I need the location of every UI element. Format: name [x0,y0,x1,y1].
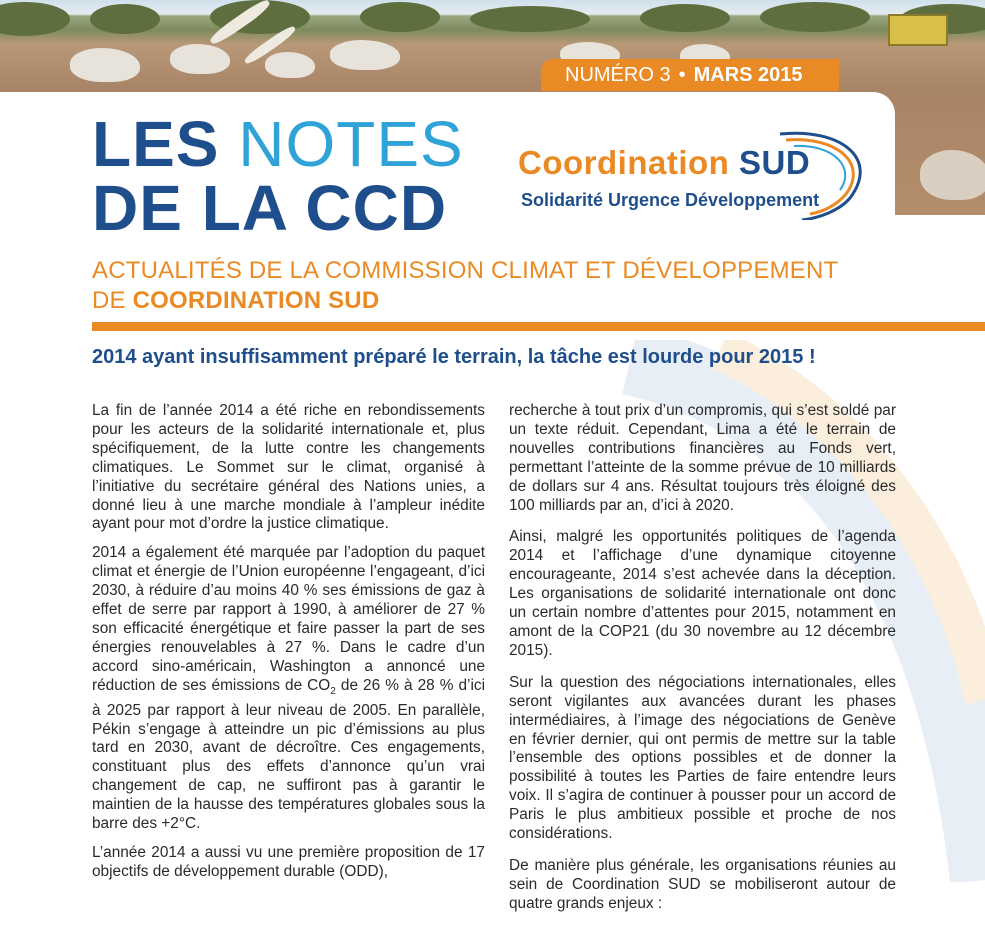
paragraph-text: 2014 a également été marquée par l’adoption du paquet climat et énergie de l’Union européenne l’engageant, d’ici 2030, à réduire d’au moins 40 % ses émissions de gaz à effet de serre par rapport à 1990, à améliorer de 27 % son efficacité énergétique et faire passer la part de ses énergies renouvelables à 27 %. Dans le cadre d’un accord sino-américain, Washington a annoncé une réduction de ses émissions de CO [92,544,485,694]
paragraph: recherche à tout prix d’un compromis, qui s’est soldé par un texte réduit. Cependant, Lima a été le terrain de nouvelles contributions financières au Fonds vert, permettant l’atteinte de la somme prévue de 10 milliards de dollars sur 4 ans. Résultat toujours très éloigné des 100 milliards par an, d’ici à 2020. [509,402,896,514]
issue-separator: • [678,64,686,86]
article-column-left [92,402,485,892]
subtitle-de: DE [92,287,133,314]
subtitle-line1: ACTUALITÉS DE LA COMMISSION CLIMAT ET DÉVELOPPEMENT [92,257,839,284]
paragraph: Ainsi, malgré les opportunités politiques de l’agenda 2014 et l’affichage d’une dynamique citoyenne encourageante, 2014 s’est achevée dans la déception. Les organisations de solidarité internationale ont donc un certain nombre d’attentes pour 2015, notamment en amont de la COP21 (du 30 novembre au 12 décembre 2015). [509,528,896,659]
subtitle-org: COORDINATION SUD [132,287,380,314]
article-headline: 2014 ayant insuffisamment préparé le terrain, la tâche est lourde pour 2015 ! [92,346,816,368]
paragraph: Sur la question des négociations internationales, elles seront vigilantes aux avancées durant les phases intermédiaires, à l’image des négociations de Genève en février dernier, qui ont permis de mettre sur la table l’ensemble des options possibles et de donner la possibilité à toutes les Parties de faire entendre leurs voix. Il s’agira de continuer à pousser pour un accord de Paris le plus ambitieux possible et proche de nos considérations. [509,673,896,843]
logo-tagline: Solidarité Urgence Développement [521,190,820,210]
paragraph: La fin de l’année 2014 a été riche en rebondissements pour les acteurs de la solidarité internationale et, plus spécifiquement, de la lutte contre les changements climatiques. Le Sommet sur le climat, organisé à l’initiative du secrétaire général des Nations unies, a donné lieu à une marche mondiale à l’ampleur inédite ayant pour mot d’ordre la justice climatique. [92,402,485,533]
paragraph-text: de 26 % à 28 % d’ici à 2025 par rapport à leur niveau de 2005. En parallèle, Pékin s’engage à atteindre un pic d’émissions au plus tard en 2030, avant de décroître. Ces engagements, constituant plus des effets d’annonce qu’un vrai changement de cap, ne suffiront pas à garantir le maintien de la hausse des températures globales sous la barre des +2°C. [92,676,485,833]
logo-coordination: Coordination [518,144,730,181]
issue-number: NUMÉRO 3 [565,64,671,86]
orange-divider [92,322,985,331]
newsletter-subtitle [92,256,912,316]
issue-date: MARS 2015 [693,64,803,86]
subscript-2: 2 [330,685,336,697]
title-les: LES [92,108,220,180]
paragraph: L’année 2014 a aussi vu une première proposition de 17 objectifs de développement durable (ODD), [92,844,485,880]
paragraph: De manière plus générale, les organisations réunies au sein de Coordination SUD se mobiliseront autour de quatre grands enjeux : [509,856,896,912]
paragraph [92,544,485,834]
issue-banner [541,59,839,91]
article-column-right [509,402,896,927]
logo-sud: SUD [738,144,811,181]
newsletter-title [92,108,464,244]
title-line2: DE LA CCD [92,172,448,244]
coordination-sud-logo [518,128,878,220]
title-notes: NOTES [238,108,464,180]
